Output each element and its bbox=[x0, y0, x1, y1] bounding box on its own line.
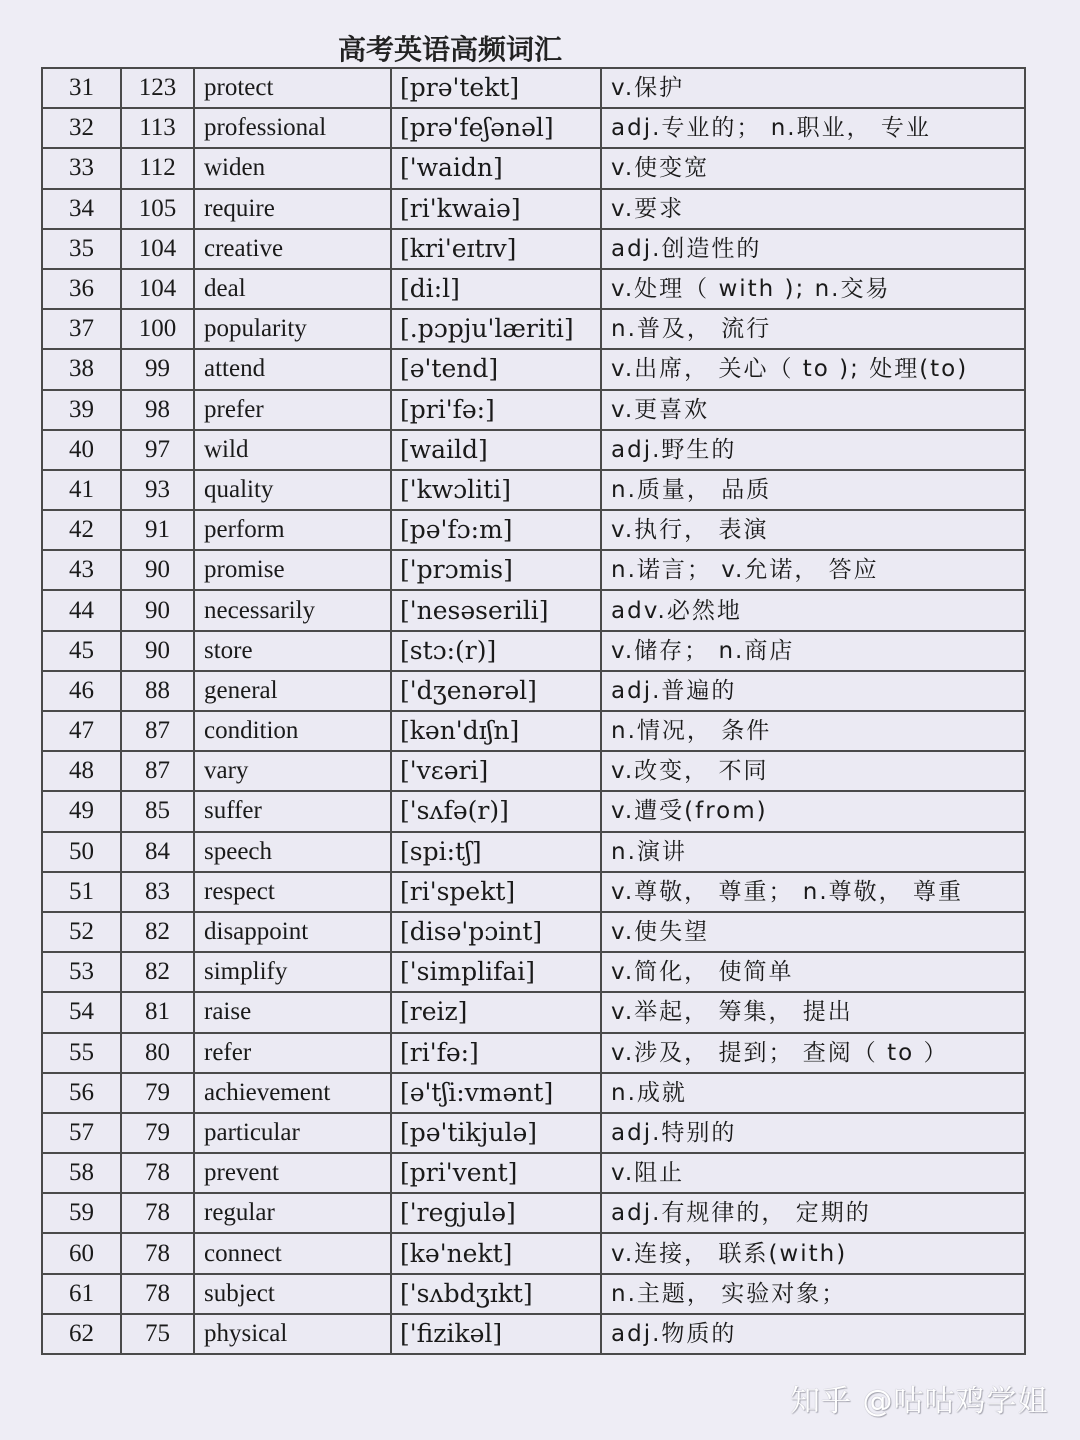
table-row bbox=[42, 349, 1025, 389]
table-row bbox=[42, 1274, 1025, 1314]
row-definition bbox=[601, 390, 1025, 430]
row-phonetic: [prə'feʃənəl] bbox=[391, 108, 601, 148]
row-word: connect bbox=[194, 1233, 391, 1273]
table-row bbox=[42, 108, 1025, 148]
row-word: widen bbox=[194, 148, 391, 188]
row-phonetic: [ri'fə:] bbox=[391, 1033, 601, 1073]
definition-text: v.连接， 联系(with) bbox=[611, 1240, 848, 1267]
row-word: prevent bbox=[194, 1153, 391, 1193]
row-index: 55 bbox=[42, 1033, 121, 1073]
row-word: necessarily bbox=[194, 590, 391, 630]
row-phonetic: ['regjulə] bbox=[391, 1193, 601, 1233]
table-row bbox=[42, 711, 1025, 751]
table-row bbox=[42, 832, 1025, 872]
definition-text: n.成就 bbox=[611, 1079, 687, 1106]
definition-text: adj.专业的； n.职业， 专业 bbox=[611, 115, 931, 142]
row-index: 61 bbox=[42, 1274, 121, 1314]
definition-text: adj.野生的 bbox=[611, 436, 737, 463]
row-index: 31 bbox=[42, 68, 121, 108]
row-frequency: 79 bbox=[121, 1073, 194, 1113]
table-row bbox=[42, 631, 1025, 671]
row-phonetic: ['vεəri] bbox=[391, 751, 601, 791]
row-frequency: 113 bbox=[121, 108, 194, 148]
table-row bbox=[42, 269, 1025, 309]
row-phonetic: [ri'kwaiə] bbox=[391, 189, 601, 229]
row-frequency: 90 bbox=[121, 590, 194, 630]
vocabulary-table-body bbox=[42, 68, 1025, 1354]
row-frequency: 100 bbox=[121, 309, 194, 349]
definition-text: v.遭受(from) bbox=[611, 798, 768, 825]
row-word: general bbox=[194, 671, 391, 711]
definition-text: v.简化， 使简单 bbox=[611, 959, 794, 986]
row-frequency: 75 bbox=[121, 1314, 194, 1354]
row-definition bbox=[601, 631, 1025, 671]
row-frequency: 80 bbox=[121, 1033, 194, 1073]
row-index: 39 bbox=[42, 390, 121, 430]
table-row bbox=[42, 751, 1025, 791]
row-index: 48 bbox=[42, 751, 121, 791]
definition-text: n.情况， 条件 bbox=[611, 718, 772, 745]
definition-text: v.储存； n.商店 bbox=[611, 637, 795, 664]
row-frequency: 78 bbox=[121, 1153, 194, 1193]
row-word: prefer bbox=[194, 390, 391, 430]
definition-text: v.举起， 筹集， 提出 bbox=[611, 999, 853, 1026]
row-definition bbox=[601, 269, 1025, 309]
row-frequency: 112 bbox=[121, 148, 194, 188]
row-frequency: 82 bbox=[121, 952, 194, 992]
row-word: condition bbox=[194, 711, 391, 751]
row-phonetic: [kən'dɪʃn] bbox=[391, 711, 601, 751]
table-row bbox=[42, 1193, 1025, 1233]
row-frequency: 88 bbox=[121, 671, 194, 711]
row-frequency: 87 bbox=[121, 751, 194, 791]
row-word: speech bbox=[194, 832, 391, 872]
definition-text: n.普及， 流行 bbox=[611, 316, 772, 343]
row-frequency: 78 bbox=[121, 1233, 194, 1273]
row-frequency: 99 bbox=[121, 349, 194, 389]
table-row bbox=[42, 68, 1025, 108]
table-row bbox=[42, 1073, 1025, 1113]
row-index: 59 bbox=[42, 1193, 121, 1233]
definition-text: adj.物质的 bbox=[611, 1320, 737, 1347]
row-phonetic: ['fizikəl] bbox=[391, 1314, 601, 1354]
page-title: 高考英语高频词汇 bbox=[337, 33, 562, 66]
row-index: 43 bbox=[42, 550, 121, 590]
row-frequency: 123 bbox=[121, 68, 194, 108]
definition-text: v.执行， 表演 bbox=[611, 517, 769, 544]
row-word: professional bbox=[194, 108, 391, 148]
table-row bbox=[42, 470, 1025, 510]
row-frequency: 87 bbox=[121, 711, 194, 751]
row-phonetic: [pə'fɔ:m] bbox=[391, 510, 601, 550]
table-row bbox=[42, 1113, 1025, 1153]
row-frequency: 79 bbox=[121, 1113, 194, 1153]
row-definition bbox=[601, 872, 1025, 912]
row-index: 52 bbox=[42, 912, 121, 952]
row-phonetic: [waild] bbox=[391, 430, 601, 470]
table-row bbox=[42, 550, 1025, 590]
row-index: 35 bbox=[42, 229, 121, 269]
definition-text: v.要求 bbox=[611, 195, 685, 222]
row-word: disappoint bbox=[194, 912, 391, 952]
table-row bbox=[42, 430, 1025, 470]
row-definition bbox=[601, 1033, 1025, 1073]
row-definition bbox=[601, 832, 1025, 872]
row-definition bbox=[601, 711, 1025, 751]
row-index: 42 bbox=[42, 510, 121, 550]
row-definition bbox=[601, 148, 1025, 188]
row-definition bbox=[601, 309, 1025, 349]
row-word: refer bbox=[194, 1033, 391, 1073]
row-phonetic: ['prɔmis] bbox=[391, 550, 601, 590]
row-index: 36 bbox=[42, 269, 121, 309]
row-frequency: 91 bbox=[121, 510, 194, 550]
row-index: 62 bbox=[42, 1314, 121, 1354]
definition-text: v.涉及， 提到； 查阅（ to ） bbox=[611, 1039, 949, 1066]
row-frequency: 78 bbox=[121, 1274, 194, 1314]
definition-text: adj.有规律的， 定期的 bbox=[611, 1200, 871, 1227]
definition-text: v.出席， 关心（ to ); 处理(to) bbox=[611, 356, 969, 383]
row-frequency: 104 bbox=[121, 229, 194, 269]
row-phonetic: ['kwɔliti] bbox=[391, 470, 601, 510]
row-definition bbox=[601, 671, 1025, 711]
row-word: popularity bbox=[194, 309, 391, 349]
row-phonetic: [pri'fə:] bbox=[391, 390, 601, 430]
table-row bbox=[42, 912, 1025, 952]
row-definition bbox=[601, 992, 1025, 1032]
row-phonetic: [reiz] bbox=[391, 992, 601, 1032]
row-frequency: 81 bbox=[121, 992, 194, 1032]
definition-text: v.阻止 bbox=[611, 1160, 685, 1187]
definition-text: adj.特别的 bbox=[611, 1119, 737, 1146]
row-definition bbox=[601, 791, 1025, 831]
definition-text: adj.创造性的 bbox=[611, 235, 762, 262]
row-index: 49 bbox=[42, 791, 121, 831]
row-index: 33 bbox=[42, 148, 121, 188]
table-row bbox=[42, 590, 1025, 630]
row-definition bbox=[601, 68, 1025, 108]
row-definition bbox=[601, 1073, 1025, 1113]
row-definition bbox=[601, 1113, 1025, 1153]
row-phonetic: ['waidn] bbox=[391, 148, 601, 188]
row-index: 45 bbox=[42, 631, 121, 671]
row-phonetic: [prə'tekt] bbox=[391, 68, 601, 108]
row-phonetic: [ə'tʃi:vmənt] bbox=[391, 1073, 601, 1113]
row-index: 41 bbox=[42, 470, 121, 510]
table-row bbox=[42, 952, 1025, 992]
row-phonetic: ['nesəserili] bbox=[391, 590, 601, 630]
row-index: 46 bbox=[42, 671, 121, 711]
table-row bbox=[42, 791, 1025, 831]
row-phonetic: [stɔ:(r)] bbox=[391, 631, 601, 671]
row-frequency: 82 bbox=[121, 912, 194, 952]
definition-text: n.主题， 实验对象； bbox=[611, 1280, 847, 1307]
definition-text: adj.普遍的 bbox=[611, 677, 737, 704]
row-index: 56 bbox=[42, 1073, 121, 1113]
row-phonetic: [disə'pɔint] bbox=[391, 912, 601, 952]
row-index: 47 bbox=[42, 711, 121, 751]
row-phonetic: [di:l] bbox=[391, 269, 601, 309]
row-index: 54 bbox=[42, 992, 121, 1032]
row-definition bbox=[601, 590, 1025, 630]
row-definition bbox=[601, 510, 1025, 550]
row-word: regular bbox=[194, 1193, 391, 1233]
row-frequency: 84 bbox=[121, 832, 194, 872]
definition-text: v.更喜欢 bbox=[611, 396, 710, 423]
row-definition bbox=[601, 912, 1025, 952]
row-phonetic: [kri'eɪtɪv] bbox=[391, 229, 601, 269]
table-row bbox=[42, 510, 1025, 550]
row-phonetic: ['simplifai] bbox=[391, 952, 601, 992]
row-word: deal bbox=[194, 269, 391, 309]
row-index: 50 bbox=[42, 832, 121, 872]
row-word: subject bbox=[194, 1274, 391, 1314]
table-row bbox=[42, 189, 1025, 229]
vocabulary-table bbox=[41, 67, 1026, 1355]
table-row bbox=[42, 1233, 1025, 1273]
row-phonetic: [pə'tikjulə] bbox=[391, 1113, 601, 1153]
row-word: require bbox=[194, 189, 391, 229]
watermark: 知乎 @咕咕鸡学姐 bbox=[790, 1384, 1049, 1419]
row-word: achievement bbox=[194, 1073, 391, 1113]
definition-text: v.处理（ with ); n.交易 bbox=[611, 276, 891, 303]
row-frequency: 93 bbox=[121, 470, 194, 510]
row-index: 37 bbox=[42, 309, 121, 349]
row-word: promise bbox=[194, 550, 391, 590]
row-phonetic: ['sʌfə(r)] bbox=[391, 791, 601, 831]
table-row bbox=[42, 1153, 1025, 1193]
row-frequency: 105 bbox=[121, 189, 194, 229]
row-phonetic: ['sʌbdʒɪkt] bbox=[391, 1274, 601, 1314]
definition-text: v.使失望 bbox=[611, 919, 710, 946]
row-frequency: 90 bbox=[121, 631, 194, 671]
row-definition bbox=[601, 1193, 1025, 1233]
row-word: particular bbox=[194, 1113, 391, 1153]
row-phonetic: [ə'tend] bbox=[391, 349, 601, 389]
row-definition bbox=[601, 349, 1025, 389]
definition-text: v.保护 bbox=[611, 75, 685, 102]
row-word: physical bbox=[194, 1314, 391, 1354]
row-definition bbox=[601, 430, 1025, 470]
row-word: wild bbox=[194, 430, 391, 470]
row-word: simplify bbox=[194, 952, 391, 992]
row-index: 34 bbox=[42, 189, 121, 229]
row-phonetic: [.pɔpju'læriti] bbox=[391, 309, 601, 349]
row-phonetic: [spi:tʃ] bbox=[391, 832, 601, 872]
row-definition bbox=[601, 189, 1025, 229]
row-index: 53 bbox=[42, 952, 121, 992]
row-word: perform bbox=[194, 510, 391, 550]
row-definition bbox=[601, 1153, 1025, 1193]
table-row bbox=[42, 309, 1025, 349]
row-word: vary bbox=[194, 751, 391, 791]
row-index: 40 bbox=[42, 430, 121, 470]
row-index: 32 bbox=[42, 108, 121, 148]
definition-text: v.改变， 不同 bbox=[611, 758, 769, 785]
row-frequency: 98 bbox=[121, 390, 194, 430]
row-definition bbox=[601, 108, 1025, 148]
row-frequency: 90 bbox=[121, 550, 194, 590]
definition-text: n.诺言； v.允诺， 答应 bbox=[611, 557, 879, 584]
row-word: creative bbox=[194, 229, 391, 269]
table-row bbox=[42, 229, 1025, 269]
definition-text: adv.必然地 bbox=[611, 597, 742, 624]
row-index: 58 bbox=[42, 1153, 121, 1193]
table-row bbox=[42, 992, 1025, 1032]
row-word: attend bbox=[194, 349, 391, 389]
row-definition bbox=[601, 751, 1025, 791]
row-index: 51 bbox=[42, 872, 121, 912]
row-word: store bbox=[194, 631, 391, 671]
row-phonetic: [kə'nekt] bbox=[391, 1233, 601, 1273]
table-row bbox=[42, 671, 1025, 711]
row-index: 38 bbox=[42, 349, 121, 389]
row-index: 57 bbox=[42, 1113, 121, 1153]
row-phonetic: ['dʒenərəl] bbox=[391, 671, 601, 711]
table-row bbox=[42, 1033, 1025, 1073]
row-word: raise bbox=[194, 992, 391, 1032]
table-row bbox=[42, 390, 1025, 430]
row-index: 60 bbox=[42, 1233, 121, 1273]
row-frequency: 83 bbox=[121, 872, 194, 912]
row-definition bbox=[601, 470, 1025, 510]
row-frequency: 78 bbox=[121, 1193, 194, 1233]
definition-text: n.演讲 bbox=[611, 838, 687, 865]
row-word: respect bbox=[194, 872, 391, 912]
row-definition bbox=[601, 1233, 1025, 1273]
row-frequency: 97 bbox=[121, 430, 194, 470]
row-index: 44 bbox=[42, 590, 121, 630]
row-definition bbox=[601, 550, 1025, 590]
row-word: quality bbox=[194, 470, 391, 510]
row-definition bbox=[601, 1274, 1025, 1314]
definition-text: n.质量， 品质 bbox=[611, 476, 772, 503]
row-word: suffer bbox=[194, 791, 391, 831]
table-row bbox=[42, 872, 1025, 912]
row-frequency: 85 bbox=[121, 791, 194, 831]
row-definition bbox=[601, 1314, 1025, 1354]
row-phonetic: [ri'spekt] bbox=[391, 872, 601, 912]
definition-text: v.尊敬， 尊重； n.尊敬， 尊重 bbox=[611, 878, 963, 905]
table-row bbox=[42, 148, 1025, 188]
row-definition bbox=[601, 952, 1025, 992]
definition-text: v.使变宽 bbox=[611, 155, 710, 182]
table-row bbox=[42, 1314, 1025, 1354]
row-phonetic: [pri'vent] bbox=[391, 1153, 601, 1193]
row-definition bbox=[601, 229, 1025, 269]
row-word: protect bbox=[194, 68, 391, 108]
row-frequency: 104 bbox=[121, 269, 194, 309]
